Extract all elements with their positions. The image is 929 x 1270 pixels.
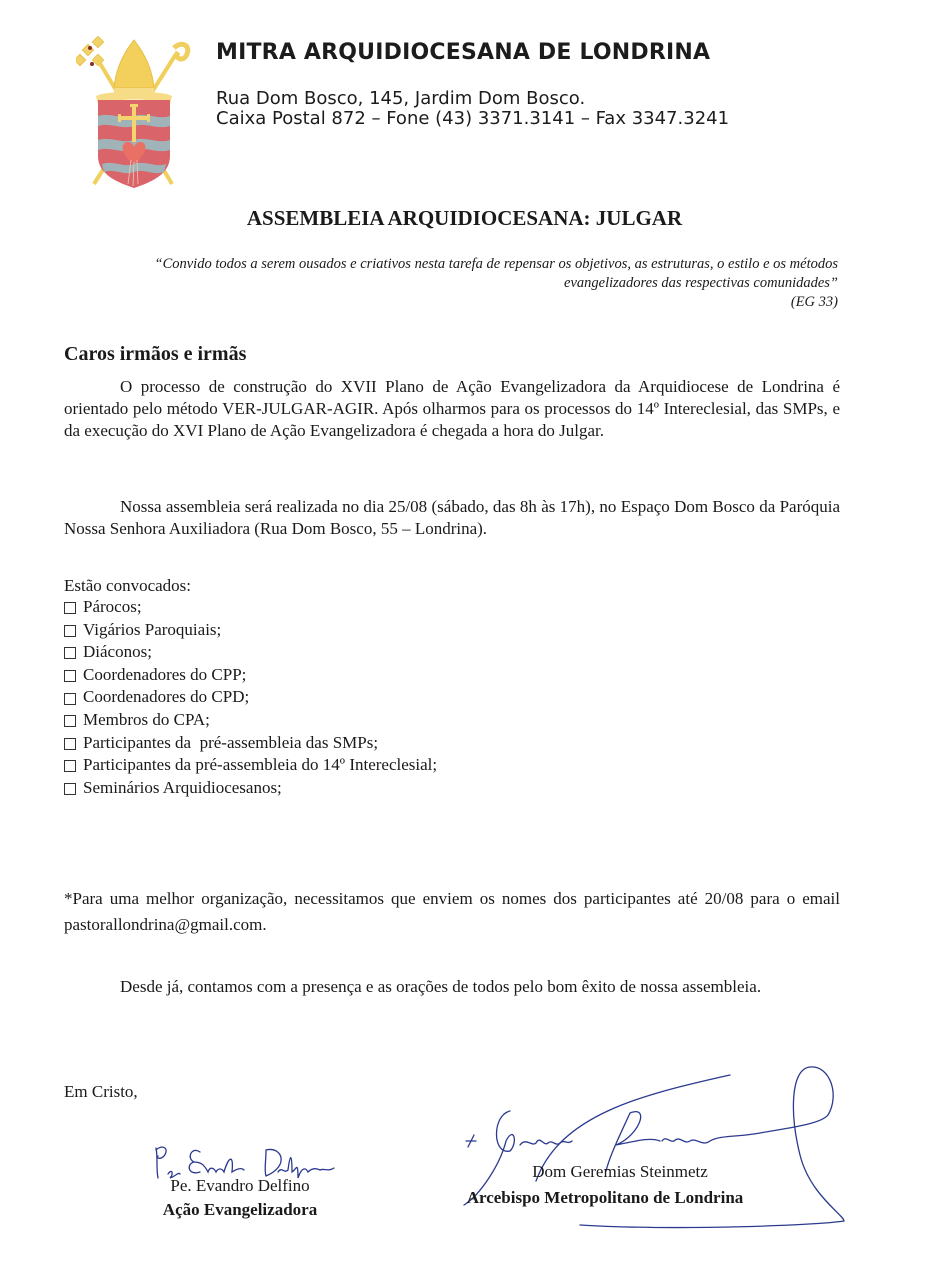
list-item <box>64 754 437 777</box>
closing-paragraph: Desde já, contamos com a presença e as orações de todos pelo bom êxito de nossa assembleia. <box>120 977 762 996</box>
list-item <box>64 641 437 664</box>
list-item-label: Membros do CPA; <box>83 709 210 729</box>
organization-name: MITRA ARQUIDIOCESANA DE LONDRINA <box>216 40 711 65</box>
checkbox-icon <box>64 625 76 637</box>
list-item <box>64 619 437 642</box>
signatory-name: Pe. Evandro Delfino <box>170 1176 310 1195</box>
convocados-label: Estão convocados: <box>64 576 191 595</box>
checkbox-icon <box>64 715 76 727</box>
epigraph-reference: (EG 33) <box>790 294 838 310</box>
epigraph-quote: “Convido todos a serem ousados e criativos nesta tarefa de repensar os objetivos, as estruturas, o estilo e os métodos evangelizadores das respectivas comunidades” <box>154 256 838 291</box>
salutation: Em Cristo, <box>64 1082 138 1101</box>
list-item-label: Párocos; <box>83 597 142 616</box>
address-line: Rua Dom Bosco, 145, Jardim Dom Bosco. <box>216 88 586 109</box>
list-item <box>64 732 437 755</box>
signatory-role: Arcebispo Metropolitano de Londrina <box>466 1188 744 1207</box>
list-item <box>64 686 437 709</box>
coat-of-arms-logo <box>76 36 192 190</box>
handwritten-signature-geremias <box>440 1055 860 1235</box>
list-item-label: Participantes da pré-assembleia das SMPs; <box>83 732 379 752</box>
convocados-list <box>64 596 437 799</box>
checkbox-icon <box>64 760 76 772</box>
body-paragraph: O processo de construção do XVII Plano de Ação Evangelizadora da Arquidiocese de Londrina é orientado pelo método VER-JULGAR-AGIR. Após olharmos para os processos do 14º Intereclesial, das SMPs, e da execução do XVI Plano de Ação Evangelizadora é chegada a hora do Julgar. <box>64 377 840 440</box>
list-item-label: Seminários Arquidiocesanos; <box>83 777 282 797</box>
document-title: ASSEMBLEIA ARQUIDIOCESANA: JULGAR <box>246 206 683 230</box>
list-item <box>64 777 437 800</box>
list-item <box>64 596 437 619</box>
checkbox-icon <box>64 670 76 682</box>
list-item-label: Vigários Paroquiais; <box>83 619 222 639</box>
checkbox-icon <box>64 738 76 750</box>
list-item-label: Coordenadores do CPD; <box>83 687 250 707</box>
list-item-label: Participantes da pré-assembleia do 14º Intereclesial; <box>83 755 438 775</box>
list-item-label: Coordenadores do CPP; <box>83 664 247 684</box>
body-paragraph: Nossa assembleia será realizada no dia 25/08 (sábado, das 8h às 17h), no Espaço Dom Bosco da Paróquia Nossa Senhora Auxiliadora (Rua Dom Bosco, 55 – Londrina). <box>64 497 840 538</box>
contact-line: Caixa Postal 872 – Fone (43) 3371.3141 – Fax 3347.3241 <box>216 108 730 129</box>
checkbox-icon <box>64 693 76 705</box>
signatory-name: Dom Geremias Steinmetz <box>532 1162 708 1181</box>
greeting: Caros irmãos e irmãs <box>64 343 247 365</box>
checkbox-icon <box>64 647 76 659</box>
list-item-label: Diáconos; <box>83 642 152 662</box>
signatory-role: Ação Evangelizadora <box>162 1200 318 1219</box>
registration-note: *Para uma melhor organização, necessitamos que enviem os nomes dos participantes até 20/08 para o email pastorallondrina@gmail.com. <box>64 889 840 934</box>
checkbox-icon <box>64 783 76 795</box>
list-item <box>64 709 437 732</box>
list-item <box>64 664 437 687</box>
checkbox-icon <box>64 602 76 614</box>
